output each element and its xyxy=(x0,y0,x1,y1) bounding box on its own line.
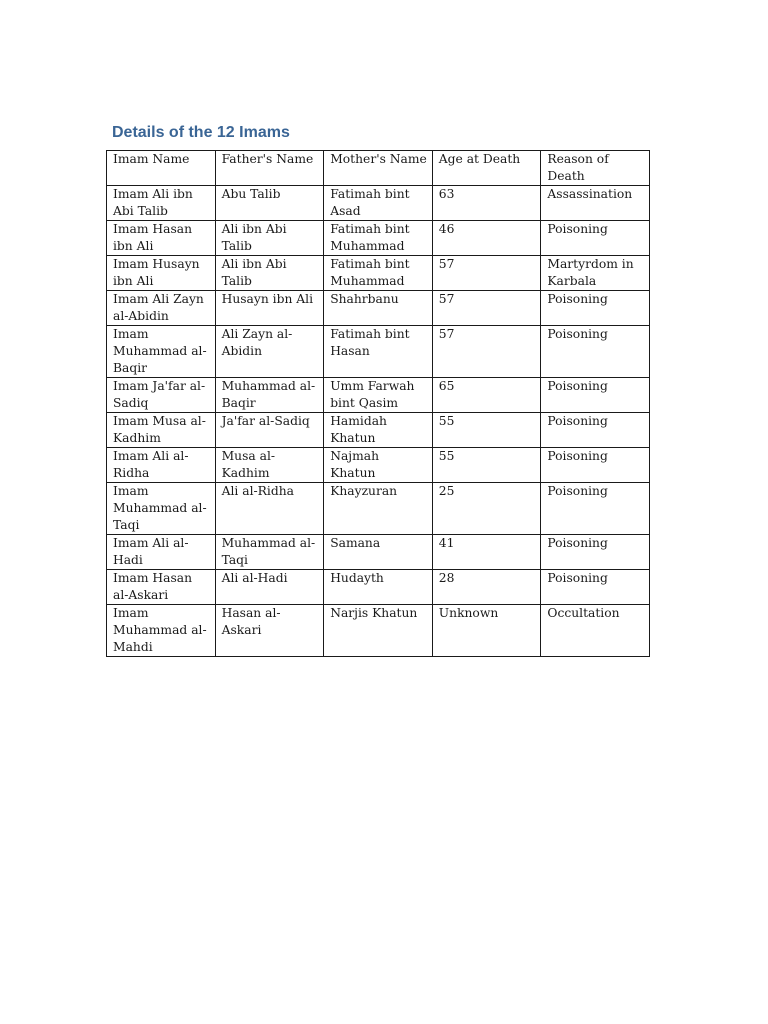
header-imam-name: Imam Name xyxy=(107,151,216,186)
cell-imam-name: Imam Ja'far al-Sadiq xyxy=(107,378,216,413)
table-row xyxy=(107,570,650,605)
cell-fathers-name: Ali ibn Abi Talib xyxy=(215,256,324,291)
cell-age-at-death: 57 xyxy=(432,326,541,378)
imams-table xyxy=(106,150,650,657)
cell-reason-of-death: Poisoning xyxy=(541,378,650,413)
cell-reason-of-death: Poisoning xyxy=(541,535,650,570)
cell-mothers-name: Fatimah bint Asad xyxy=(324,186,433,221)
cell-reason-of-death: Martyrdom in Karbala xyxy=(541,256,650,291)
document-title: Details of the 12 Imams xyxy=(112,124,290,141)
cell-mothers-name: Najmah Khatun xyxy=(324,448,433,483)
cell-reason-of-death: Occultation xyxy=(541,605,650,657)
cell-reason-of-death: Poisoning xyxy=(541,221,650,256)
cell-fathers-name: Ja'far al-Sadiq xyxy=(215,413,324,448)
cell-fathers-name: Muhammad al-Baqir xyxy=(215,378,324,413)
cell-reason-of-death: Poisoning xyxy=(541,326,650,378)
table-row xyxy=(107,326,650,378)
cell-mothers-name: Shahrbanu xyxy=(324,291,433,326)
cell-reason-of-death: Poisoning xyxy=(541,291,650,326)
cell-fathers-name: Abu Talib xyxy=(215,186,324,221)
cell-age-at-death: 46 xyxy=(432,221,541,256)
cell-age-at-death: 55 xyxy=(432,413,541,448)
table-row xyxy=(107,483,650,535)
cell-imam-name: Imam Ali al-Ridha xyxy=(107,448,216,483)
cell-age-at-death: 41 xyxy=(432,535,541,570)
cell-mothers-name: Fatimah bint Muhammad xyxy=(324,256,433,291)
cell-reason-of-death: Assassination xyxy=(541,186,650,221)
cell-mothers-name: Narjis Khatun xyxy=(324,605,433,657)
cell-reason-of-death: Poisoning xyxy=(541,448,650,483)
table-row xyxy=(107,378,650,413)
cell-mothers-name: Umm Farwah bint Qasim xyxy=(324,378,433,413)
cell-imam-name: Imam Muhammad al-Baqir xyxy=(107,326,216,378)
cell-mothers-name: Hamidah Khatun xyxy=(324,413,433,448)
cell-imam-name: Imam Hasan al-Askari xyxy=(107,570,216,605)
cell-fathers-name: Muhammad al-Taqi xyxy=(215,535,324,570)
table-row xyxy=(107,448,650,483)
header-fathers-name: Father's Name xyxy=(215,151,324,186)
cell-age-at-death: 57 xyxy=(432,291,541,326)
header-age-at-death: Age at Death xyxy=(432,151,541,186)
table-header-row xyxy=(107,151,650,186)
cell-imam-name: Imam Hasan ibn Ali xyxy=(107,221,216,256)
cell-imam-name: Imam Muhammad al-Taqi xyxy=(107,483,216,535)
cell-imam-name: Imam Husayn ibn Ali xyxy=(107,256,216,291)
cell-mothers-name: Samana xyxy=(324,535,433,570)
table-row xyxy=(107,413,650,448)
table-row xyxy=(107,256,650,291)
header-reason-of-death: Reason of Death xyxy=(541,151,650,186)
cell-imam-name: Imam Ali ibn Abi Talib xyxy=(107,186,216,221)
cell-imam-name: Imam Musa al-Kadhim xyxy=(107,413,216,448)
cell-age-at-death: 55 xyxy=(432,448,541,483)
cell-mothers-name: Khayzuran xyxy=(324,483,433,535)
cell-reason-of-death: Poisoning xyxy=(541,483,650,535)
cell-reason-of-death: Poisoning xyxy=(541,413,650,448)
cell-fathers-name: Ali al-Hadi xyxy=(215,570,324,605)
table-row xyxy=(107,186,650,221)
table-row xyxy=(107,291,650,326)
cell-fathers-name: Ali al-Ridha xyxy=(215,483,324,535)
cell-age-at-death: Unknown xyxy=(432,605,541,657)
cell-age-at-death: 28 xyxy=(432,570,541,605)
table-row xyxy=(107,535,650,570)
cell-fathers-name: Ali ibn Abi Talib xyxy=(215,221,324,256)
cell-fathers-name: Hasan al-Askari xyxy=(215,605,324,657)
cell-reason-of-death: Poisoning xyxy=(541,570,650,605)
cell-imam-name: Imam Muhammad al-Mahdi xyxy=(107,605,216,657)
cell-age-at-death: 65 xyxy=(432,378,541,413)
cell-mothers-name: Fatimah bint Hasan xyxy=(324,326,433,378)
cell-age-at-death: 57 xyxy=(432,256,541,291)
cell-age-at-death: 25 xyxy=(432,483,541,535)
cell-age-at-death: 63 xyxy=(432,186,541,221)
cell-fathers-name: Husayn ibn Ali xyxy=(215,291,324,326)
cell-imam-name: Imam Ali al-Hadi xyxy=(107,535,216,570)
cell-fathers-name: Musa al-Kadhim xyxy=(215,448,324,483)
cell-fathers-name: Ali Zayn al-Abidin xyxy=(215,326,324,378)
table-row xyxy=(107,221,650,256)
cell-imam-name: Imam Ali Zayn al-Abidin xyxy=(107,291,216,326)
table-row xyxy=(107,605,650,657)
cell-mothers-name: Fatimah bint Muhammad xyxy=(324,221,433,256)
cell-mothers-name: Hudayth xyxy=(324,570,433,605)
header-mothers-name: Mother's Name xyxy=(324,151,433,186)
